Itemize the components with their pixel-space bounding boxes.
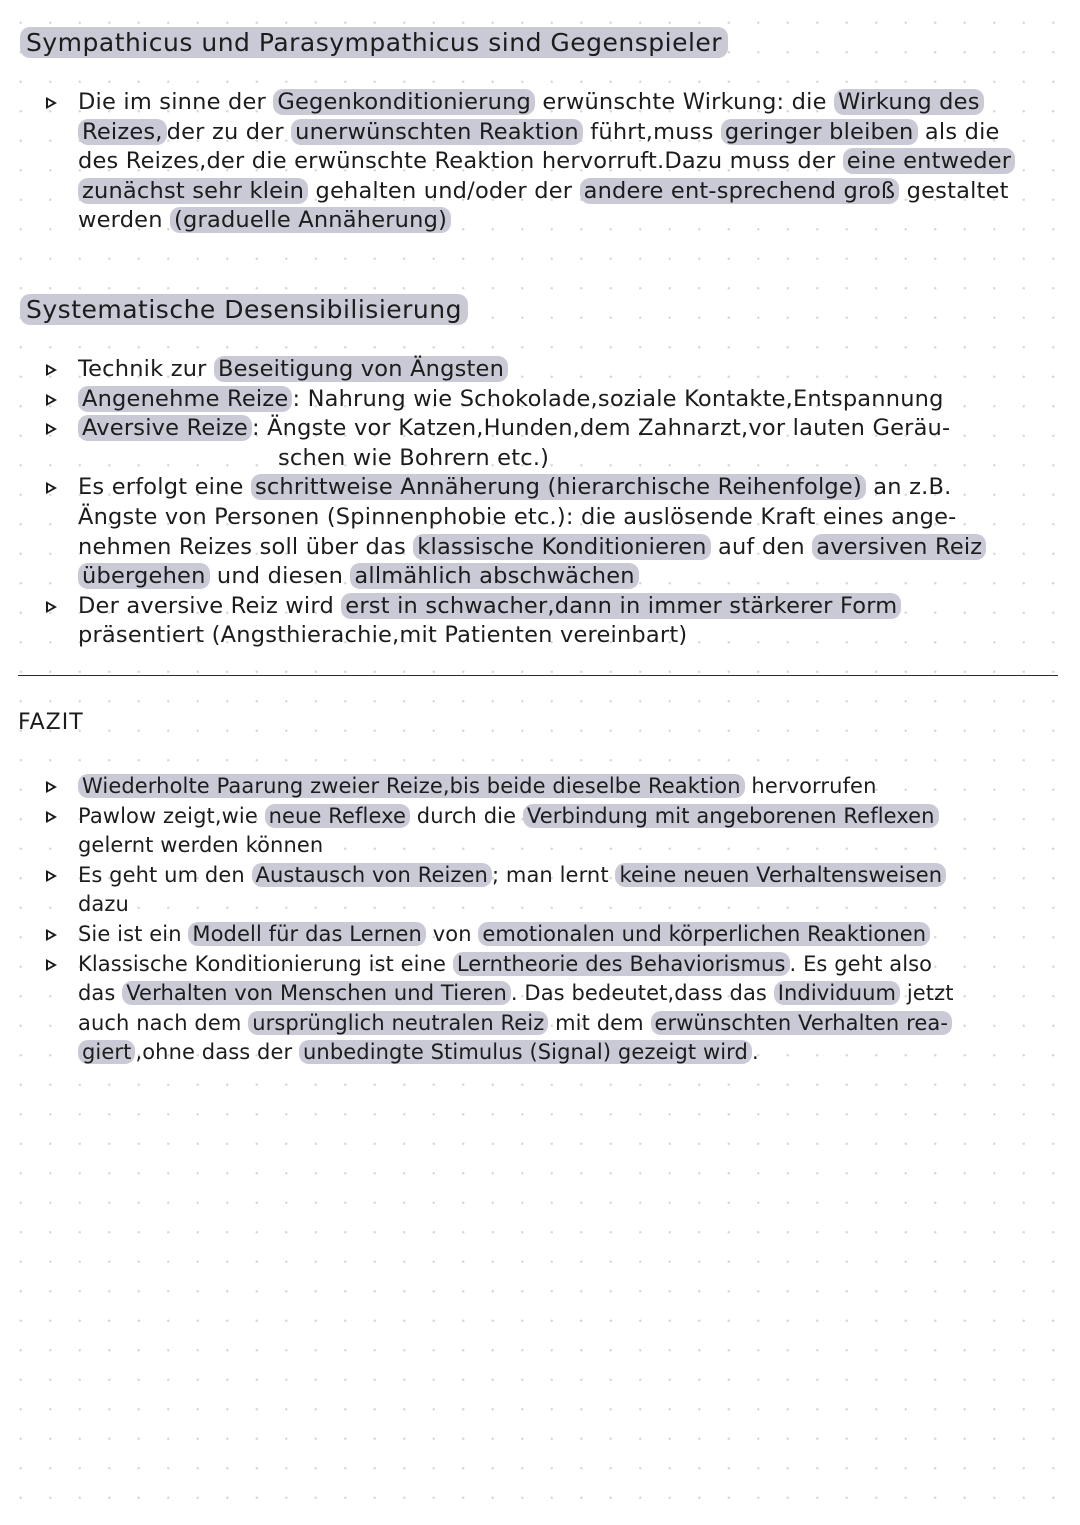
triangle-bullet-icon: [46, 601, 57, 613]
section-heading-fazit: FAZIT: [18, 710, 84, 735]
triangle-bullet-icon: [46, 482, 57, 494]
list-item: Der aversive Reiz wird erst in schwacher,dann in immer stärkerer Form präsentiert (Angsthierachie,mit Patienten vereinbart): [46, 592, 986, 651]
list-item: Sie ist ein Modell für das Lernen von emotionalen und körperlichen Reaktionen: [46, 920, 954, 950]
triangle-bullet-icon: [46, 97, 57, 109]
list-item: Aversive Reize : Ängste vor Katzen,Hunden,dem Zahnarzt,vor lauten Geräu- schen wie Bohrern etc.): [46, 414, 986, 473]
triangle-bullet-icon: [46, 929, 57, 941]
list-item: Angenehme Reize : Nahrung wie Schokolade,soziale Kontakte,Entspannung: [46, 385, 986, 415]
triangle-bullet-icon: [46, 394, 57, 406]
triangle-bullet-icon: [46, 811, 57, 823]
triangle-bullet-icon: [46, 423, 57, 435]
desensibilisierung-list: [46, 355, 986, 651]
list-item: Es erfolgt eine schrittweise Annäherung (hierarchische Reihenfolge) an z.B. Ängste von Personen (Spinnenphobie etc.): die auslösende Kraft eines ange- nehmen Reizes soll über das klassische Konditionieren auf den aversiven Reiz übergehen und diesen allmählich abschwächen: [46, 473, 986, 591]
list-item: Technik zur Beseitigung von Ängsten: [46, 355, 986, 385]
triangle-bullet-icon: [46, 959, 57, 971]
list-item: Die im sinne der Gegenkonditionierung erwünschte Wirkung: die Wirkung des Reizes, der zu der unerwünschten Reaktion führt,muss geringer bleiben als die des Reizes,der die erwünschte Reaktion hervorruft.Dazu muss der eine entweder zunächst sehr klein gehalten und/oder der andere ent-sprechend groß gestaltet werden (graduelle Annäherung): [46, 88, 1046, 236]
list-item: Pawlow zeigt,wie neue Reflexe durch die Verbindung mit angeborenen Reflexen gelernt werden können: [46, 802, 954, 861]
gegenspieler-list: [46, 88, 1046, 236]
section-heading-desensibilisierung: Systematische Desensibilisierung: [20, 295, 468, 324]
fazit-list: [46, 772, 954, 1068]
triangle-bullet-icon: [46, 781, 57, 793]
triangle-bullet-icon: [46, 364, 57, 376]
list-item: Klassische Konditionierung ist eine Lerntheorie des Behaviorismus . Es geht also das Verhalten von Menschen und Tieren . Das bedeutet,dass das Individuum jetzt auch nach dem ursprünglich neutralen Reiz mit dem erwünschten Verhalten rea- giert ,ohne dass der unbedingte Stimulus (Signal) gezeigt wird .: [46, 950, 954, 1068]
section-heading-gegenspieler: Sympathicus und Parasympathicus sind Gegenspieler: [20, 28, 728, 57]
divider-line: [18, 675, 1058, 676]
list-item: Wiederholte Paarung zweier Reize,bis beide dieselbe Reaktion hervorrufen: [46, 772, 954, 802]
triangle-bullet-icon: [46, 870, 57, 882]
list-item: Es geht um den Austausch von Reizen ; man lernt keine neuen Verhaltensweisen dazu: [46, 861, 954, 920]
